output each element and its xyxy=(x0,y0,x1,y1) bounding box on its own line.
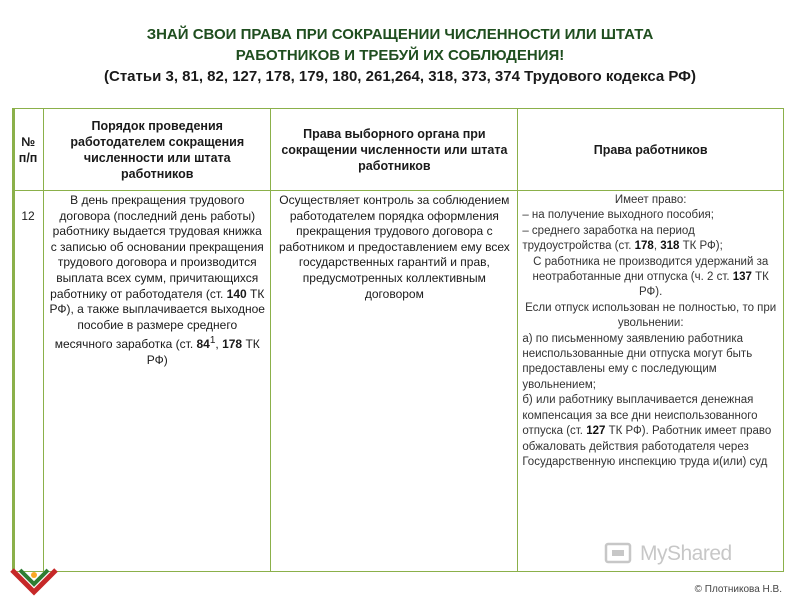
header-union-rights: Права выборного органа при сокращении численности или штата работников xyxy=(271,109,518,191)
procedure-cell xyxy=(44,191,271,572)
procedure-sup: 1 xyxy=(209,335,216,347)
union-rights-cell: Осуществляет контроль за соблюдением работодателем порядка оформления прекращения трудового договора с работником и предоставлением ему всех государственных гарантий и прав, предусмотренных коллективным договором xyxy=(271,191,518,572)
procedure-article-84: 84 xyxy=(196,337,210,352)
rights-table xyxy=(12,108,784,572)
rights-sep: , xyxy=(653,240,661,253)
watermark xyxy=(604,540,764,570)
rights-article-137: 137 xyxy=(732,271,752,284)
rights-option-b xyxy=(522,394,771,468)
rights-severance: – на получение выходного пособия; xyxy=(522,209,714,222)
header-num: № п/п xyxy=(13,109,44,191)
title-line-1: ЗНАЙ СВОИ ПРАВА ПРИ СОКРАЩЕНИИ ЧИСЛЕННОСТИ ИЛИ ШТАТА xyxy=(146,26,654,43)
table-row xyxy=(13,191,784,572)
procedure-article-140: 140 xyxy=(226,286,247,301)
copyright: © Плотникова Н.В. xyxy=(694,584,782,595)
rights-no-deduction-end: ТК РФ). xyxy=(639,271,769,299)
rights-average-pay-text: – среднего заработка на период трудоустройства (ст. xyxy=(522,224,695,253)
header-procedure: Порядок проведения работодателем сокращения численности или штата работников xyxy=(44,109,271,191)
page-title xyxy=(40,24,760,87)
rights-option-b-text: б) или работнику выплачивается денежная компенсация за все дни неиспользованного отпуска (ст. xyxy=(522,394,758,438)
row-num: 12 xyxy=(13,191,44,572)
rights-no-deduction xyxy=(522,255,779,301)
rights-article-127: 127 xyxy=(586,425,606,438)
rights-option-a: а) по письменному заявлению работника неиспользованные дни отпуска могут быть предоставлены ему с последующим увольнением; xyxy=(522,332,753,391)
rights-average-pay-end: ТК РФ); xyxy=(679,240,723,253)
title-articles: (Статьи 3, 81, 82, 127, 178, 179, 180, 261,264, 318, 373, 374 Трудового кодекса РФ) xyxy=(104,68,696,85)
procedure-text-3: , xyxy=(215,337,223,352)
watermark-icon xyxy=(604,540,634,568)
table-header-row xyxy=(13,109,784,191)
rights-unused-leave: Если отпуск использован не полностью, то при увольнении: xyxy=(525,301,777,330)
title-line-2: РАБОТНИКОВ И ТРЕБУЙ ИХ СОБЛЮДЕНИЯ! xyxy=(235,47,565,64)
procedure-text-2: ТК РФ), а также выплачивается выходное пособие в размере среднего месячного заработка (ст. xyxy=(49,286,265,352)
procedure-article-178: 178 xyxy=(222,337,243,352)
rights-average-pay xyxy=(522,225,723,252)
procedure-text-4: ТК РФ) xyxy=(146,337,260,367)
rights-article-318: 318 xyxy=(660,240,680,253)
rights-no-deduction-text: С работника не производится удержаний за неотработанные дни отпуска (ч. 2 ст. xyxy=(532,255,769,284)
worker-rights-cell xyxy=(518,191,784,572)
rights-article-178: 178 xyxy=(634,240,654,253)
header-worker-rights: Права работников xyxy=(518,109,784,191)
rights-intro: Имеет право: xyxy=(614,194,687,206)
logo-icon xyxy=(8,566,60,596)
rights-option-b-end: ТК РФ). Работник имеет право обжаловать действия работодателя через Государственную инспекцию труда и(или) суд xyxy=(522,425,772,468)
procedure-text-1: В день прекращения трудового договора (последний день работы) работнику выдается трудовая книжка с записью об основании прекращения трудового договора и производится выплата всех сумм, причитающихся работнику от работодателя (ст. xyxy=(50,193,264,301)
watermark-text: MyShared xyxy=(640,542,732,565)
